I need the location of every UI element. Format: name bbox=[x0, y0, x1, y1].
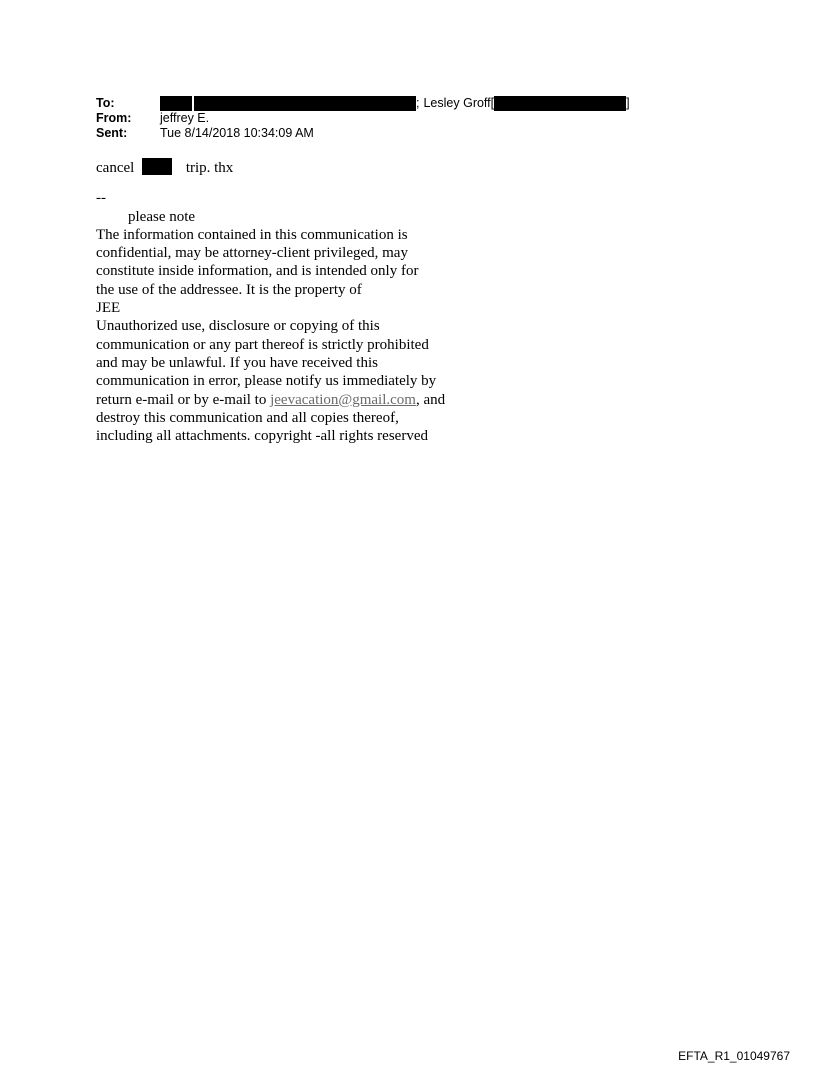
disclaimer-line: including all attachments. copyright -all rights reserved bbox=[96, 428, 428, 445]
to-recipient-name: Lesley Groff[ bbox=[423, 96, 495, 110]
sent-value: Tue 8/14/2018 10:34:09 AM bbox=[160, 126, 314, 140]
redaction-box bbox=[494, 96, 626, 111]
spacer bbox=[96, 176, 516, 189]
disclaimer-line: JEE bbox=[96, 300, 121, 317]
disclaimer-line: destroy this communication and all copies thereof, bbox=[96, 409, 399, 426]
message-word: trip. thx bbox=[185, 160, 234, 176]
from-label: From: bbox=[96, 111, 132, 125]
from-row bbox=[96, 111, 630, 126]
to-close-bracket: ] bbox=[626, 96, 630, 110]
redaction-box bbox=[142, 158, 172, 175]
to-separator: ; bbox=[416, 96, 420, 110]
disclaimer-link-line bbox=[96, 391, 516, 409]
disclaimer-line: and may be unlawful. If you have received this bbox=[96, 354, 378, 371]
disclaimer-line: communication or any part thereof is strictly prohibited bbox=[96, 336, 429, 353]
sent-row bbox=[96, 126, 630, 141]
email-body bbox=[96, 158, 516, 445]
disclaimer-line: Unauthorized use, disclosure or copying of this bbox=[96, 318, 380, 335]
link-line-prefix: return e-mail or by e-mail to bbox=[96, 391, 271, 408]
signature-note-heading: please note bbox=[128, 208, 196, 225]
email-header bbox=[96, 96, 630, 141]
signature-dashes: -- bbox=[96, 190, 106, 207]
document-id: EFTA_R1_01049767 bbox=[678, 1049, 790, 1063]
redaction-box bbox=[194, 96, 416, 111]
disclaimer-line: confidential, may be attorney-client privileged, may bbox=[96, 245, 408, 262]
redaction-box bbox=[160, 96, 192, 111]
message-line bbox=[96, 158, 516, 176]
to-row bbox=[96, 96, 630, 111]
to-label: To: bbox=[96, 96, 115, 110]
disclaimer-line: constitute inside information, and is intended only for bbox=[96, 263, 419, 280]
disclaimer-line: communication in error, please notify us immediately by bbox=[96, 373, 437, 390]
message-word: cancel bbox=[96, 160, 135, 176]
from-value: jeffrey E. bbox=[160, 111, 210, 125]
email-link[interactable]: jeevacation@gmail.com bbox=[270, 391, 416, 408]
link-line-suffix: , and bbox=[415, 391, 446, 408]
disclaimer-line: the use of the addressee. It is the property of bbox=[96, 281, 362, 298]
sent-label: Sent: bbox=[96, 126, 128, 140]
disclaimer-line: The information contained in this communication is bbox=[96, 226, 408, 243]
